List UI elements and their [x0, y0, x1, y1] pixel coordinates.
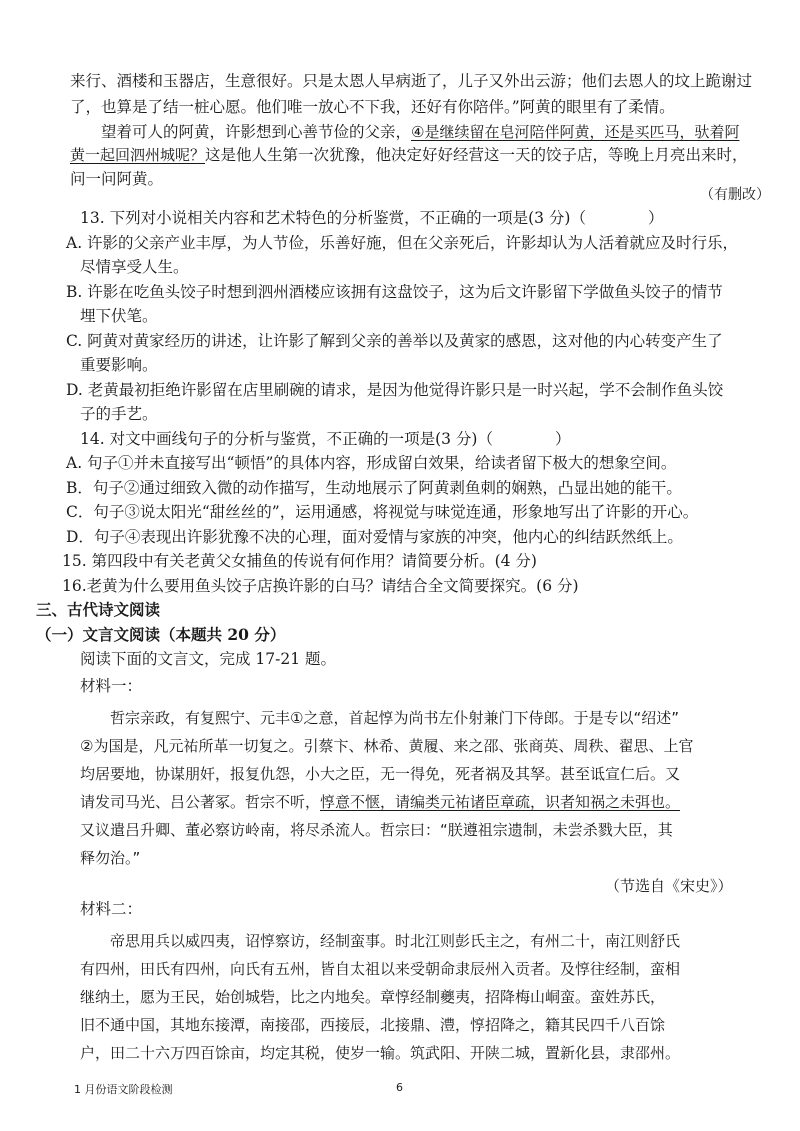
material-2-line: 继纳土，愿为王民，始创城砦，比之内地矣。章惇经制夔夷，招降梅山峒蛮。蛮姓苏氏，: [80, 988, 666, 1006]
question-14: 14. 对文中画线句子的分析与鉴赏，不正确的一项是(3 分)（ ）: [80, 430, 571, 448]
material-2-line: 户，田二十六万四百馀亩，均定其税，使岁一输。筑武阳、开陕二城，置新化县，隶邵州。: [80, 1044, 681, 1062]
story-line: [101, 121, 739, 143]
revision-note: （有删改）: [700, 187, 770, 203]
option-13c: C. 阿黄对黄家经历的讲述，让许影了解到父亲的善举以及黄家的感恩，这对他的内心转变产生了: [66, 332, 723, 350]
option-14d: D．句子④表现出许影犹豫不决的心理，面对爱情与家族的冲突，他内心的纠结跃然纸上。: [66, 528, 683, 546]
option-13d: D. 老黄最初拒绝许影留在店里刷碗的请求，是因为他觉得许影只是一时兴起，学不会制作鱼头饺: [66, 381, 724, 399]
subsection-heading: （一）文言文阅读（本题共 20 分）: [36, 625, 286, 644]
option-13a-cont: 尽情享受人生。: [80, 258, 189, 276]
material-2-line: 有四州，田氏有四州，向氏有五州，皆自太祖以来受朝命隶辰州入贡者。及惇往经制，蛮相: [80, 960, 681, 978]
question-16: 16.老黄为什么要用鱼头饺子店换许影的白马？请结合全文简要探究。(6 分): [62, 577, 579, 595]
option-13c-cont: 重要影响。: [80, 356, 158, 374]
story-line: 来行、酒楼和玉器店，生意很好。只是太恩人早病逝了，儿子又外出云游；他们去恩人的坟上跪谢过: [70, 72, 753, 90]
story-line: 问一问阿黄。: [70, 170, 164, 188]
underlined-sentence-4-end: 黄一起回泗州城呢？: [70, 146, 206, 164]
option-13d-cont: 子的手艺。: [80, 405, 158, 423]
material-1-line: [80, 791, 680, 813]
material-1-source: （节选自《宋史》）: [605, 877, 733, 895]
material-1-text: 请发司马光、吕公著冢。哲宗不听，: [80, 793, 321, 811]
material-1-line: 又议遣吕升卿、董必察访岭南，将尽杀流人。哲宗曰：“朕遵祖宗遗制，未尝杀戮大臣，其: [80, 821, 673, 839]
option-14c: C．句子③说太阳光“甜丝丝的”，运用通感，将视觉与味觉连通，形象地写出了许影的开心。: [66, 503, 699, 521]
question-15: 15. 第四段中有关老黄父女捕鱼的传说有何作用？请简要分析。(4 分): [62, 552, 537, 570]
option-13a: A. 许影的父亲产业丰厚，为人节俭，乐善好施，但在父亲死后，许影却认为人活着就应及时行乐，: [66, 234, 739, 252]
underlined-sentence-4: ④是继续留在皂河陪伴阿黄，还是买匹马，驮着阿: [411, 123, 740, 141]
option-13b-cont: 埋下伏笔。: [80, 307, 158, 325]
material-1-line: ②为国是，凡元祐所革一切复之。引蔡卞、林希、黄履、来之邵、张商英、周秩、翟思、上官: [80, 737, 694, 755]
material-2-label: 材料二：: [80, 900, 143, 918]
material-1-label: 材料一：: [80, 677, 143, 695]
material-1-line: 哲宗亲政，有复熙宁、元丰①之意，首起惇为尚书左仆射兼门下侍郎。于是专以“绍述”: [110, 709, 679, 727]
material-2-line: 帝思用兵以威四夷，诏惇察访，经制蛮事。时北江则彭氏主之，有州二十，南江则舒氏: [110, 932, 681, 950]
story-text: 这是他人生第一次犹豫，他决定好好经营这一天的饺子店，等晚上月亮出来时，: [205, 146, 748, 164]
story-line: 了，也算是了结一桩心愿。他们唯一放心不下我，还好有你陪伴。”阿黄的眼里有了柔情。: [70, 98, 675, 116]
material-1-line: 均居要地，协谋朋奸，报复仇怨，小大之臣，无一得免，死者祸及其孥。甚至诋宣仁后。又: [80, 765, 681, 783]
material-1-line: 释勿治。”: [80, 849, 141, 867]
material-2-line: 旧不通中国，其地东接潭，南接邵，西接辰，北接鼎、澧，惇招降之，籍其民四千八百馀: [80, 1016, 666, 1034]
question-13: 13. 下列对小说相关内容和艺术特色的分析鉴赏，不正确的一项是(3 分)（ ）: [80, 209, 664, 227]
option-14b: B．句子②通过细致入微的动作描写，生动地展示了阿黄剥鱼刺的娴熟，凸显出她的能干。: [66, 479, 682, 497]
option-14a: A. 句子①并未直接写出“顿悟”的具体内容，形成留白效果，给读者留下极大的想象空间。: [66, 454, 677, 472]
story-text: 望着可人的阿黄，许影想到心善节俭的父亲，: [101, 123, 412, 141]
footer-title: 1 月份语文阶段检测: [74, 1083, 173, 1096]
underlined-classical-sentence: 惇意不惬，请编类元祐诸臣章疏，识者知祸之未弭也。: [320, 793, 681, 811]
option-13b: B. 许影在吃鱼头饺子时想到泗州酒楼应该拥有这盘饺子，这为后文许影留下学做鱼头饺子的情节: [66, 283, 723, 301]
page-number: 6: [396, 1081, 403, 1094]
instruction: 阅读下面的文言文，完成 17-21 题。: [80, 650, 337, 668]
story-line: [70, 144, 748, 166]
section-heading: 三、古代诗文阅读: [36, 600, 161, 619]
